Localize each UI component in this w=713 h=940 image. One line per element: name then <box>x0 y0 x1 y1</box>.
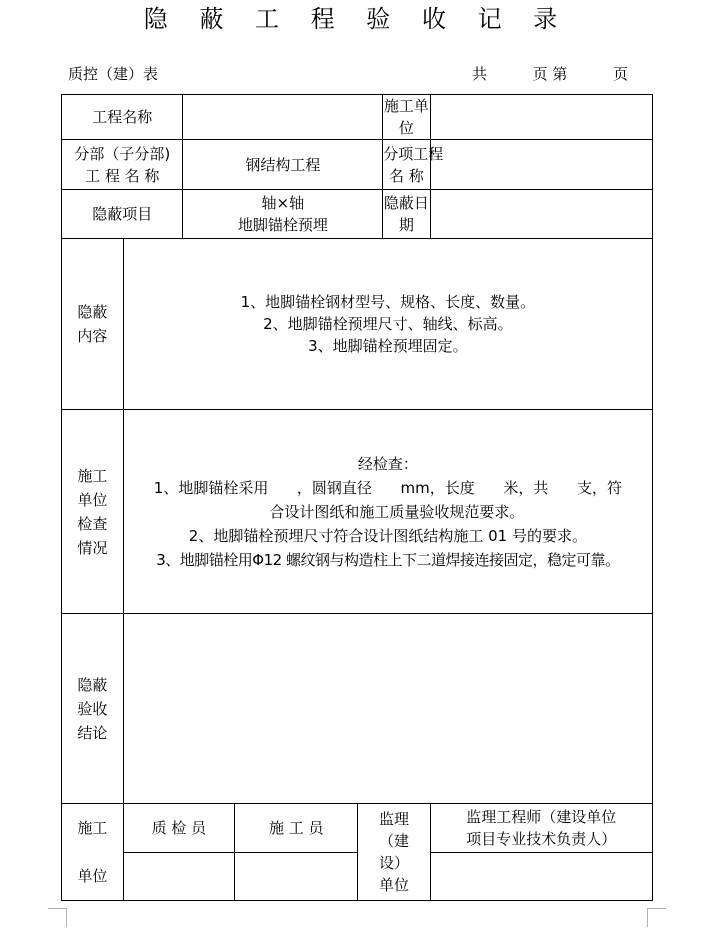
inspection-label-line4: 情况 <box>77 538 108 557</box>
signature-construction-unit-line1: 施工 <box>77 819 108 837</box>
hidden-item-name: 地脚锚栓预埋 <box>237 216 328 234</box>
supervision-label-line2: （建 <box>379 832 410 850</box>
hidden-content-area[interactable] <box>123 239 652 410</box>
supervision-engineer-line1: 监理工程师（建设单位 <box>466 808 617 826</box>
subitem-label <box>383 140 444 190</box>
supervision-engineer-line2: 项目专业技术负责人） <box>466 830 617 848</box>
hidden-content-item-3: 3、地脚锚栓预埋固定。 <box>308 337 468 355</box>
division-label <box>62 140 183 190</box>
supervision-label-line4: 单位 <box>379 876 410 894</box>
construction-unit-label: 施工单位 <box>383 95 430 140</box>
conclusion-label-line2: 验收 <box>77 699 108 718</box>
supervision-label-line3: 设） <box>379 854 410 872</box>
conclusion-label-line3: 结论 <box>77 723 108 742</box>
hidden-item-label: 隐蔽项目 <box>62 190 183 239</box>
construction-unit-field[interactable] <box>430 95 652 140</box>
hidden-content-label-line2: 内容 <box>77 327 108 345</box>
page-title: 隐 蔽 工 程 验 收 记 录 <box>143 5 570 33</box>
page-info <box>472 64 628 84</box>
supervision-engineer-signature[interactable] <box>430 853 652 901</box>
hidden-item-axis: 轴×轴 <box>261 194 305 212</box>
subitem-label-line2: 名 称 <box>388 166 424 185</box>
constructor-signature[interactable] <box>234 853 358 901</box>
hidden-content-label-line1: 隐蔽 <box>77 303 108 321</box>
inspection-item-1: 1、地脚锚栓采用 ，圆钢直径 mm，长度 米，共 支，符 <box>153 478 622 497</box>
hidden-date-label: 隐蔽日期 <box>383 190 430 239</box>
inspection-label-line1: 施工 <box>77 466 108 485</box>
supervision-engineer-label <box>430 804 652 853</box>
page-unit-label-2: 页 <box>612 65 628 83</box>
form-code: 质控（建）表 <box>68 65 159 83</box>
hidden-content-item-2: 2、地脚锚栓预埋尺寸、轴线、标高。 <box>263 315 513 333</box>
subitem-field[interactable] <box>430 140 652 190</box>
conclusion-area[interactable] <box>123 614 652 804</box>
inspection-item-2: 2、地脚锚栓预埋尺寸符合设计图纸结构施工 01 号的要求。 <box>188 526 587 545</box>
inspection-intro: 经检查： <box>357 454 418 473</box>
page-corner-mark-left <box>48 908 67 927</box>
division-label-line2: 工 程 名 称 <box>85 166 160 185</box>
page-corner-mark-right <box>647 908 666 927</box>
conclusion-label-line1: 隐蔽 <box>77 675 108 694</box>
signature-construction-unit-label <box>62 804 124 901</box>
inspection-item-3: 3、地脚锚栓用Φ12 螺纹钢与构造柱上下二道焊接连接固定，稳定可靠。 <box>156 550 620 569</box>
page-total-label: 共 <box>472 65 488 83</box>
quality-inspector-label: 质 检 员 <box>123 804 234 853</box>
division-label-line1: 分部（子分部) <box>74 144 171 163</box>
inspection-label-line3: 检查 <box>77 514 108 533</box>
supervision-label-line1: 监理 <box>379 810 410 828</box>
quality-inspector-signature[interactable] <box>123 853 234 901</box>
inspection-label <box>62 410 124 614</box>
conclusion-label <box>62 614 124 804</box>
hidden-date-field[interactable] <box>430 190 652 239</box>
inspection-label-line2: 单位 <box>77 490 108 509</box>
division-field[interactable]: 钢结构工程 <box>183 140 383 190</box>
inspection-item-1-cont: 合设计图纸和施工质量验收规范要求。 <box>269 502 525 521</box>
hidden-item-field[interactable] <box>183 190 383 239</box>
subitem-label-line1: 分项工程 <box>383 144 444 163</box>
supervision-unit-label <box>358 804 430 901</box>
inspection-area[interactable] <box>123 410 652 614</box>
project-name-label: 工程名称 <box>62 95 183 140</box>
hidden-content-label <box>62 239 124 410</box>
page-unit-label: 页 <box>532 65 548 83</box>
signature-construction-unit-line2: 单位 <box>77 867 108 885</box>
constructor-label: 施 工 员 <box>234 804 358 853</box>
page-no-label: 第 <box>552 65 568 83</box>
hidden-content-item-1: 1、地脚锚栓钢材型号、规格、长度、数量。 <box>240 293 536 311</box>
project-name-field[interactable] <box>183 95 383 140</box>
acceptance-form <box>61 94 653 901</box>
